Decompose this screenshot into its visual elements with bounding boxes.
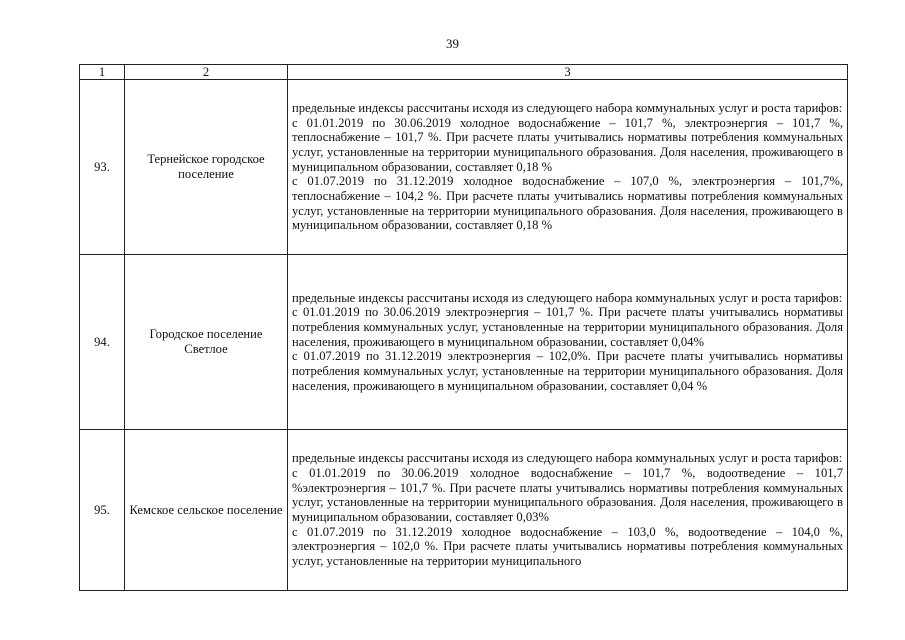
description-paragraph: с 01.01.2019 по 30.06.2019 холодное водоснабжение – 101,7 %, электроэнергия – 101,7 %, теплоснабжение – 101,7 %. При расчете платы учитывались нормативы потребления коммунальных услуг, установленные на территории муниципального образования. Доля населения, проживающего в муниципальном образовании, составляет 0,18 % (292, 115, 843, 174)
municipality-name-text: Городское поселение Светлое (149, 327, 263, 356)
header-col-3: 3 (288, 65, 848, 80)
municipality-name-text: Тернейское городское поселение (147, 152, 265, 181)
row-number-text: 95. (94, 502, 110, 517)
municipality-name (125, 255, 288, 430)
description-paragraph: с 01.07.2019 по 31.12.2019 холодное водоснабжение – 103,0 %, водоотведение – 104,0 %, электроэнергия – 102,0 %. При расчете платы учитывались нормативы потребления коммунальных услуг, установленные на территории муниципального (292, 524, 843, 569)
row-number (80, 430, 125, 591)
row-number-text: 93. (94, 159, 110, 174)
row-number (80, 80, 125, 255)
description-paragraph: предельные индексы рассчитаны исходя из следующего набора коммунальных услуг и роста тарифов: (292, 290, 843, 305)
tariff-table (79, 64, 848, 591)
header-col-1: 1 (80, 65, 125, 80)
row-number (80, 255, 125, 430)
municipality-name (125, 80, 288, 255)
tariff-description (288, 430, 848, 591)
header-col-2: 2 (125, 65, 288, 80)
description-paragraph: с 01.01.2019 по 30.06.2019 электроэнергия – 101,7 %. При расчете платы учитывались нормативы потребления коммунальных услуг, установленные на территории муниципального образования. Доля населения, проживающего в муниципальном образовании, составляет 0,04% (292, 305, 843, 349)
tariff-description (288, 255, 848, 430)
description-paragraph: предельные индексы рассчитаны исходя из следующего набора коммунальных услуг и роста тарифов: (292, 100, 843, 115)
description-paragraph: с 01.07.2019 по 31.12.2019 электроэнергия – 102,0%. При расчете платы учитывались нормативы потребления коммунальных услуг, установленные на территории муниципального образования. Доля населения, проживающего в муниципальном образовании, составляет 0,04 % (292, 349, 843, 393)
description-paragraph: с 01.07.2019 по 31.12.2019 холодное водоснабжение – 107,0 %, электроэнергия – 101,7%, теплоснабжение – 104,2 %. При расчете платы учитывались нормативы потребления коммунальных услуг, установленные на территории муниципального образования. Доля населения, проживающего в муниципальном образовании, составляет 0,18 % (292, 174, 843, 233)
table-row (80, 255, 848, 430)
page-number: 39 (446, 36, 459, 51)
tariff-description (288, 80, 848, 255)
table-row (80, 430, 848, 591)
table-header-row (80, 65, 848, 80)
description-paragraph: предельные индексы рассчитаны исходя из следующего набора коммунальных услуг и роста тарифов: (292, 451, 843, 466)
description-paragraph: с 01.01.2019 по 30.06.2019 холодное водоснабжение – 101,7 %, водоотведение – 101,7 %электроэнергия – 101,7 %. При расчете платы учитывались нормативы потребления коммунальных услуг, установленные на территории муниципального образования. Доля населения, проживающего в муниципальном образовании, составляет 0,03% (292, 465, 843, 524)
municipality-name (125, 430, 288, 591)
row-number-text: 94. (94, 334, 110, 349)
table-row (80, 80, 848, 255)
municipality-name-text: Кемское сельское поселение (129, 502, 283, 517)
